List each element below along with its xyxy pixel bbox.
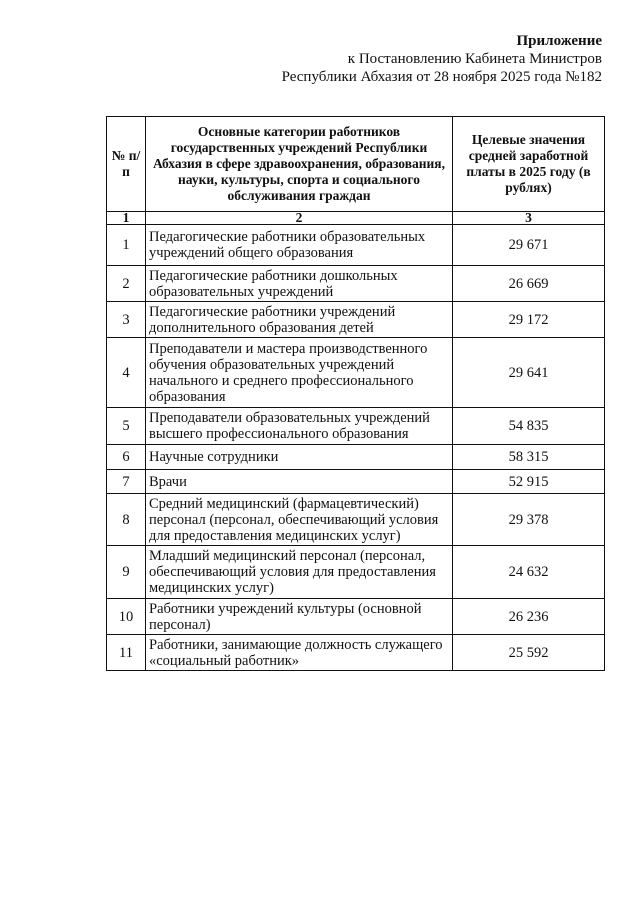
- column-header-value: Целевые значения средней заработной платы в 2025 году (в рублях): [453, 117, 605, 212]
- table-header-row: [107, 117, 605, 212]
- table-row: [107, 445, 605, 470]
- resolution-reference: к Постановлению Кабинета Министров: [347, 51, 602, 67]
- resolution-date-number: Республики Абхазия от 28 ноября 2025 года №182: [281, 69, 602, 85]
- row-category: Врачи: [146, 470, 453, 494]
- column-index-row: [107, 212, 605, 225]
- row-category: Педагогические работники образовательных учреждений общего образования: [146, 225, 453, 266]
- column-header-number: № п/п: [107, 117, 146, 212]
- table-row: [107, 266, 605, 302]
- row-category: Младший медицинский персонал (персонал, обеспечивающий условия для предоставления медицинских услуг): [146, 546, 453, 599]
- table-row: [107, 546, 605, 599]
- row-category: Научные сотрудники: [146, 445, 453, 470]
- row-number: 8: [107, 494, 146, 546]
- document-header: [282, 32, 602, 86]
- column-index: 2: [146, 212, 453, 225]
- column-index: 3: [453, 212, 605, 225]
- row-category: Работники учреждений культуры (основной персонал): [146, 599, 453, 635]
- row-value: 26 669: [453, 266, 605, 302]
- row-number: 9: [107, 546, 146, 599]
- row-value: 52 915: [453, 470, 605, 494]
- row-category: Средний медицинский (фармацевтический) персонал (персонал, обеспечивающий условия для предоставления медицинских услуг): [146, 494, 453, 546]
- row-value: 25 592: [453, 635, 605, 671]
- row-category: Преподаватели и мастера производственного обучения образовательных учреждений начального и среднего профессионального образования: [146, 338, 453, 408]
- table-row: [107, 599, 605, 635]
- row-value: 29 671: [453, 225, 605, 266]
- column-header-category: Основные категории работников государственных учреждений Республики Абхазия в сфере здравоохранения, образования, науки, культуры, спорта и социального обслуживания граждан: [146, 117, 453, 212]
- row-number: 11: [107, 635, 146, 671]
- row-value: 29 378: [453, 494, 605, 546]
- row-number: 3: [107, 302, 146, 338]
- row-number: 10: [107, 599, 146, 635]
- table-row: [107, 302, 605, 338]
- row-number: 6: [107, 445, 146, 470]
- row-number: 5: [107, 408, 146, 445]
- table-row: [107, 470, 605, 494]
- row-value: 29 641: [453, 338, 605, 408]
- row-category: Педагогические работники учреждений дополнительного образования детей: [146, 302, 453, 338]
- column-index: 1: [107, 212, 146, 225]
- salary-targets-table: [106, 116, 605, 671]
- row-number: 2: [107, 266, 146, 302]
- row-value: 26 236: [453, 599, 605, 635]
- row-category: Преподаватели образовательных учреждений высшего профессионального образования: [146, 408, 453, 445]
- table-row: [107, 494, 605, 546]
- row-number: 4: [107, 338, 146, 408]
- row-value: 29 172: [453, 302, 605, 338]
- row-number: 7: [107, 470, 146, 494]
- row-number: 1: [107, 225, 146, 266]
- appendix-title: Приложение: [516, 33, 602, 49]
- table-row: [107, 635, 605, 671]
- row-value: 58 315: [453, 445, 605, 470]
- row-category: Педагогические работники дошкольных образовательных учреждений: [146, 266, 453, 302]
- table-row: [107, 225, 605, 266]
- table-row: [107, 338, 605, 408]
- table-row: [107, 408, 605, 445]
- row-value: 54 835: [453, 408, 605, 445]
- row-value: 24 632: [453, 546, 605, 599]
- row-category: Работники, занимающие должность служащего «социальный работник»: [146, 635, 453, 671]
